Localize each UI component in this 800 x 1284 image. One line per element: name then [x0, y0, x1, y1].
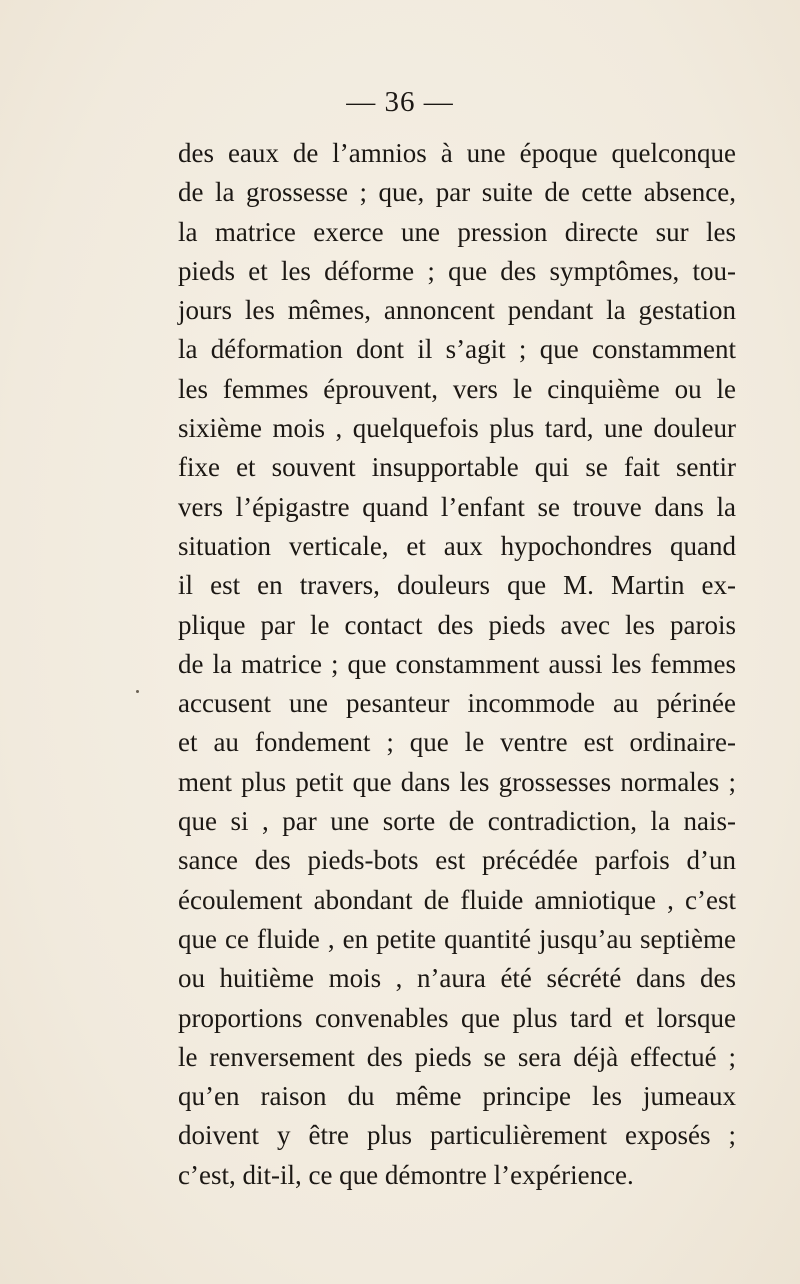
text-line: accusent une pesanteur incommode au périnée [178, 688, 736, 719]
text-line: il est en travers, douleurs que M. Martin ex- [178, 570, 736, 601]
text-line: proportions convenables que plus tard et lorsque [178, 1002, 736, 1033]
body-text [178, 134, 736, 1195]
text-line: la déformation dont il s’agit ; que constamment [178, 334, 736, 365]
text-line: pieds et les déforme ; que des symptômes, tou- [178, 255, 736, 286]
text-line-last: c’est, dit-il, ce que démontre l’expérience. [178, 1159, 634, 1190]
text-line: fixe et souvent insupportable qui se fait sentir [178, 452, 736, 483]
text-line: que ce fluide , en petite quantité jusqu’au septième [178, 923, 736, 954]
text-line: que si , par une sorte de contradiction, la nais- [178, 806, 736, 837]
text-line: écoulement abondant de fluide amniotique , c’est [178, 884, 736, 915]
text-line: le renversement des pieds se sera déjà effectué ; [178, 1041, 736, 1072]
text-line: et au fondement ; que le ventre est ordinaire- [178, 727, 736, 758]
margin-mark [136, 690, 139, 693]
text-line: jours les mêmes, annoncent pendant la gestation [178, 295, 736, 326]
text-line: qu’en raison du même principe les jumeaux [178, 1081, 736, 1112]
text-line: doivent y être plus particulièrement exposés ; [178, 1120, 736, 1151]
text-line: les femmes éprouvent, vers le cinquième ou le [178, 373, 736, 404]
text-line: sance des pieds-bots est précédée parfois d’un [178, 845, 736, 876]
text-line: des eaux de l’amnios à une époque quelconque [178, 138, 736, 168]
text-line: ou huitième mois , n’aura été sécrété dans des [178, 963, 736, 994]
text-line: de la grossesse ; que, par suite de cette absence, [178, 177, 736, 208]
text-line: la matrice exerce une pression directe sur les [178, 216, 736, 247]
text-line: situation verticale, et aux hypochondres quand [178, 530, 736, 561]
text-line: de la matrice ; que constamment aussi les femmes [178, 648, 736, 679]
page-number: — 36 — [346, 86, 454, 118]
text-line: plique par le contact des pieds avec les parois [178, 609, 736, 640]
text-line: vers l’épigastre quand l’enfant se trouve dans la [178, 491, 736, 522]
text-line: ment plus petit que dans les grossesses normales ; [178, 766, 736, 797]
text-line: sixième mois , quelquefois plus tard, une douleur [178, 413, 736, 444]
